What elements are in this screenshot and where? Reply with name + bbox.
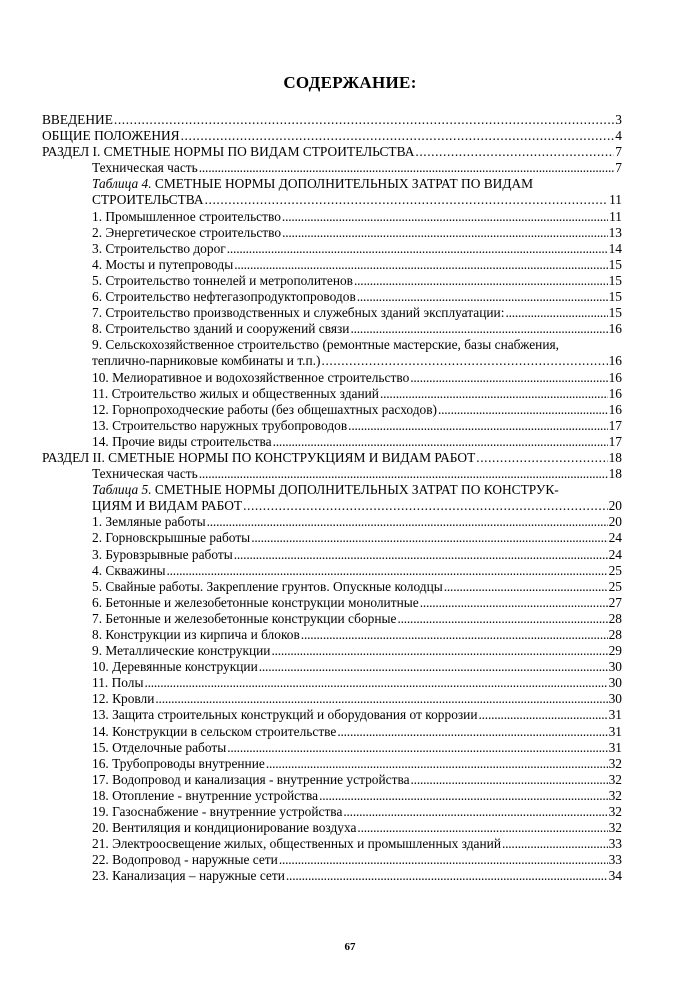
toc-entry [42,595,622,611]
toc-page-number: 18 [608,466,622,482]
toc-page-number: 11 [609,192,622,208]
toc-entry [42,257,622,273]
toc-page-number: 32 [608,804,622,820]
toc-page-number: 31 [608,707,622,723]
toc-entry-text: 1. Земляные работы [92,514,206,530]
toc-page-number: 32 [608,820,622,836]
toc-leader-dots [266,756,608,772]
toc-page-number: 16 [608,321,622,337]
toc-entry-text: Техническая часть [92,466,198,482]
toc-leader-dots [155,691,607,707]
toc-page-number: 28 [608,627,622,642]
toc-leader-dots [243,498,608,514]
toc-leader-dots [282,225,608,241]
toc-leader-dots [420,595,608,611]
toc-entry-text: 22. Водопровод - наружные сети [92,852,278,868]
toc-entry-label [92,466,198,482]
toc-entry-text: РАЗДЕЛ II. СМЕТНЫЕ НОРМЫ ПО КОНСТРУКЦИЯМ И ВИДАМ РАБОТ [42,449,476,465]
toc-leader-dots [502,836,608,852]
toc-entry-text: СМЕТНЫЕ НОРМЫ ДОПОЛНИТЕЛЬНЫХ ЗАТРАТ ПО КОНСТРУК- [151,482,559,498]
toc-page-number: 34 [608,868,622,884]
toc-leader-dots [319,788,608,804]
toc-entry-label [92,675,143,691]
toc-leader-dots [348,418,607,434]
toc-page-number: 33 [608,852,622,868]
toc-entry-label [92,579,443,595]
toc-entry-text: 4. Скважины [92,562,166,578]
toc-leader-dots [234,547,608,563]
toc-entry [42,643,622,659]
toc-entry-text: 15. Отделочные работы [92,739,227,755]
toc-entry-text: 4. Мосты и путепроводы [92,256,234,272]
toc-entry-text: 23. Канализация – наружные сети [92,868,285,884]
toc-page-number: 17 [608,417,622,433]
toc-page-number: 24 [608,530,622,546]
toc-entry-text: 16. Трубопроводы внутренние [92,755,265,771]
toc-entry [42,418,622,434]
toc-entry-label [92,209,281,225]
toc-leader-dots [415,144,614,160]
toc-leader-dots [357,820,607,836]
toc-entry-label [92,192,204,208]
toc-entry-label [92,337,559,353]
toc-entry-label [92,418,347,434]
table-of-contents [42,112,622,885]
toc-leader-dots [411,772,608,788]
toc-entry-label [42,450,475,466]
toc-leader-dots [114,112,614,128]
toc-page-number: 16 [608,385,622,401]
toc-entry-text: 8. Конструкции из кирпича и блоков [92,627,300,642]
toc-entry-text: 18. Отопление - внутренние устройства [92,787,319,803]
toc-page-number: 31 [608,739,622,755]
toc-leader-dots [251,530,607,546]
toc-entry [42,160,622,176]
toc-entry [42,273,622,289]
toc-entry-label [92,241,226,257]
toc-entry [42,321,622,337]
toc-entry-label [92,257,233,273]
toc-entry-table-ref: Таблица 4. [92,176,152,192]
toc-entry-text: 20. Вентиляция и кондиционирование воздуха [92,820,357,836]
toc-entry-label [92,386,379,402]
toc-entry-label [92,563,166,579]
toc-page-number: 18 [608,449,622,465]
toc-entry [42,627,622,643]
toc-entry-text: 17. Водопровод и канализация - внутренние устройства [92,771,410,787]
toc-leader-dots [397,611,607,627]
toc-entry-label [92,740,226,756]
toc-leader-dots [205,192,609,208]
toc-entry [42,563,622,579]
toc-entry-text: 10. Деревянные конструкции [92,659,258,675]
toc-entry [42,788,622,804]
toc-entry-text: 14. Конструкции в сельском строительстве [92,723,337,739]
toc-entry-text: СТРОИТЕЛЬСТВА [92,192,204,208]
toc-page-number: 25 [608,562,622,578]
toc-entry [42,112,622,128]
toc-entry [42,192,622,208]
toc-entry-label [92,772,410,788]
toc-entry-label [92,370,409,386]
toc-page-number: 29 [608,643,622,659]
toc-entry-text: РАЗДЕЛ I. СМЕТНЫЕ НОРМЫ ПО ВИДАМ СТРОИТЕЛЬСТВА [42,144,415,160]
toc-page-number: 32 [608,787,622,803]
toc-page-number: 15 [608,305,622,321]
toc-page-number: 13 [608,224,622,240]
toc-page-number: 14 [608,240,622,256]
toc-entry [42,128,622,144]
toc-entry [42,579,622,595]
toc-page-number: 25 [608,578,622,594]
toc-entry [42,482,622,498]
toc-entry-text: 2. Горновскрышные работы [92,530,251,546]
toc-entry-label [92,691,154,707]
toc-entry [42,836,622,852]
toc-entry [42,530,622,546]
toc-entry [42,466,622,482]
toc-entry-text: ЦИЯМ И ВИДАМ РАБОТ [92,498,243,514]
toc-leader-dots [167,563,608,579]
toc-entry-label [92,321,349,337]
toc-entry-text: 7. Строительство производственных и служебных зданий эксплуатации: [92,305,505,321]
toc-entry [42,675,622,691]
toc-entry-text: 3. Буровзрывные работы [92,546,233,562]
toc-leader-dots [227,241,608,257]
toc-entry-table-ref: Таблица 5. [92,482,152,498]
toc-entry-label [42,128,180,144]
toc-entry-text: ОБЩИЕ ПОЛОЖЕНИЯ [42,128,180,144]
toc-leader-dots [380,386,608,402]
toc-entry [42,740,622,756]
toc-entry-label [92,160,198,176]
toc-entry [42,547,622,563]
toc-entry-label [92,595,419,611]
toc-page-number: 7 [615,144,622,160]
toc-leader-dots [271,643,607,659]
toc-entry-text: 12. Горнопроходческие работы (без общешахтных расходов) [92,401,437,417]
toc-leader-dots [479,707,608,723]
toc-entry-text: 5. Строительство тоннелей и метрополитенов [92,272,354,288]
toc-entry-text: 19. Газоснабжение - внутренние устройства [92,804,343,820]
toc-leader-dots [144,675,607,691]
toc-entry-text: 11. Полы [92,675,144,691]
toc-leader-dots [234,257,607,273]
toc-entry-label [92,225,281,241]
toc-page-number: 30 [608,659,622,675]
toc-entry [42,724,622,740]
toc-page-number: 15 [608,289,622,305]
toc-leader-dots [279,852,608,868]
toc-entry-label [92,788,318,804]
toc-entry-label [92,434,272,450]
toc-entry [42,852,622,868]
toc-entry [42,209,622,225]
toc-entry-label [92,547,233,563]
toc-leader-dots [322,353,608,369]
toc-page-number: 31 [608,723,622,739]
toc-entry-text: 12. Кровли [92,691,155,707]
toc-page-number: 30 [608,675,622,691]
toc-entry-label [92,530,250,546]
toc-entry [42,241,622,257]
toc-entry [42,611,622,627]
toc-entry-label [92,659,258,675]
toc-entry [42,386,622,402]
toc-leader-dots [301,627,608,643]
toc-entry-text: 13. Строительство наружных трубопроводов [92,417,348,433]
page-title: СОДЕРЖАНИЕ: [283,73,417,92]
toc-entry-label [92,804,342,820]
toc-entry-label [92,724,336,740]
toc-entry-label [92,289,356,305]
toc-entry-text: теплично-парниковые комбинаты и т.п.) [92,353,321,369]
toc-leader-dots [350,321,607,337]
toc-page-number: 20 [608,498,622,514]
toc-leader-dots [357,289,608,305]
toc-entry [42,370,622,386]
toc-leader-dots [286,868,608,884]
toc-leader-dots [181,128,615,144]
toc-leader-dots [354,273,608,289]
toc-entry-label [92,273,353,289]
toc-entry-label [92,756,265,772]
toc-entry-text: 1. Промышленное строительство [92,208,281,224]
toc-entry [42,402,622,418]
toc-entry [42,450,622,466]
toc-entry-label [92,353,321,369]
toc-entry [42,353,622,369]
toc-page-number: 32 [608,771,622,787]
toc-leader-dots [199,160,615,176]
toc-page-number: 16 [608,401,622,417]
toc-entry-label [92,627,300,643]
toc-page-number: 17 [608,433,622,449]
toc-entry-label [92,643,270,659]
toc-entry-label [92,498,242,514]
toc-entry-label [92,707,478,723]
toc-entry [42,772,622,788]
toc-leader-dots [199,466,608,482]
toc-entry [42,707,622,723]
toc-entry-label [92,176,533,192]
toc-entry-label [92,514,206,530]
toc-page-number: 27 [608,594,622,610]
toc-entry [42,498,622,514]
toc-entry-text: 11. Строительство жилых и общественных зданий [92,385,379,401]
toc-entry [42,176,622,192]
toc-entry-label [92,402,437,418]
toc-entry [42,691,622,707]
toc-leader-dots [337,724,607,740]
toc-entry-text: 10. Мелиоративное и водохозяйственное строительство [92,369,410,385]
toc-entry-text: Техническая часть [92,160,198,176]
toc-entry-text: 14. Прочие виды строительства [92,433,272,449]
page-number: 67 [344,941,356,953]
toc-leader-dots [444,579,608,595]
toc-entry-label [92,852,278,868]
toc-page-number: 7 [615,160,622,176]
toc-entry-text: 21. Электроосвещение жилых, общественных и промышленных зданий [92,836,501,852]
toc-page-number: 16 [608,353,622,369]
toc-page-number: 3 [615,112,622,127]
toc-page-number: 24 [608,546,622,562]
toc-entry [42,514,622,530]
toc-entry-label [92,868,285,884]
toc-page-number: 15 [608,272,622,288]
toc-leader-dots [410,370,607,386]
toc-entry [42,756,622,772]
toc-page-number: 11 [609,208,622,224]
toc-page-number: 30 [608,691,622,707]
toc-entry [42,144,622,160]
toc-entry-text: 6. Строительство нефтегазопродуктопроводов [92,289,356,305]
toc-entry-label [92,820,356,836]
toc-entry-text: 5. Свайные работы. Закрепление грунтов. Опускные колодцы [92,578,443,594]
toc-entry-text: 6. Бетонные и железобетонные конструкции монолитные [92,594,419,610]
toc-entry [42,804,622,820]
toc-entry [42,868,622,884]
toc-leader-dots [259,659,608,675]
toc-page-number: 33 [608,836,622,852]
toc-leader-dots [273,434,608,450]
toc-entry [42,225,622,241]
toc-entry [42,820,622,836]
toc-page-number: 20 [608,514,622,530]
toc-entry-text: 7. Бетонные и железобетонные конструкции сборные [92,610,397,626]
toc-entry-label [92,482,559,498]
toc-entry [42,305,622,321]
toc-entry-label [42,112,113,128]
toc-leader-dots [343,804,607,820]
toc-leader-dots [505,305,607,321]
toc-leader-dots [227,740,607,756]
toc-leader-dots [438,402,608,418]
toc-entry-text: ВВЕДЕНИЕ [42,112,113,127]
toc-entry-label [92,305,504,321]
toc-leader-dots [282,209,608,225]
toc-entry [42,289,622,305]
toc-leader-dots [476,450,607,466]
toc-entry-text: 9. Сельскохозяйственное строительство (ремонтные мастерские, базы снабжения, [92,337,560,353]
toc-entry-label [92,611,396,627]
toc-entry [42,659,622,675]
toc-page-number: 16 [608,369,622,385]
toc-entry-text: СМЕТНЫЕ НОРМЫ ДОПОЛНИТЕЛЬНЫХ ЗАТРАТ ПО ВИДАМ [151,176,534,192]
toc-entry [42,434,622,450]
toc-page-number: 4 [615,128,622,144]
toc-page-number: 28 [608,610,622,626]
toc-entry-text: 3. Строительство дорог [92,240,226,256]
toc-entry-text: 8. Строительство зданий и сооружений связи [92,321,350,337]
toc-entry-label [92,836,501,852]
toc-entry-text: 9. Металлические конструкции [92,643,271,659]
toc-page-number: 15 [608,256,622,272]
toc-entry-text: 13. Защита строительных конструкций и оборудования от коррозии [92,707,478,723]
toc-leader-dots [207,514,608,530]
toc-entry-label [42,144,414,160]
toc-page-number: 32 [608,755,622,771]
toc-entry [42,337,622,353]
toc-entry-text: 2. Энергетическое строительство [92,224,282,240]
